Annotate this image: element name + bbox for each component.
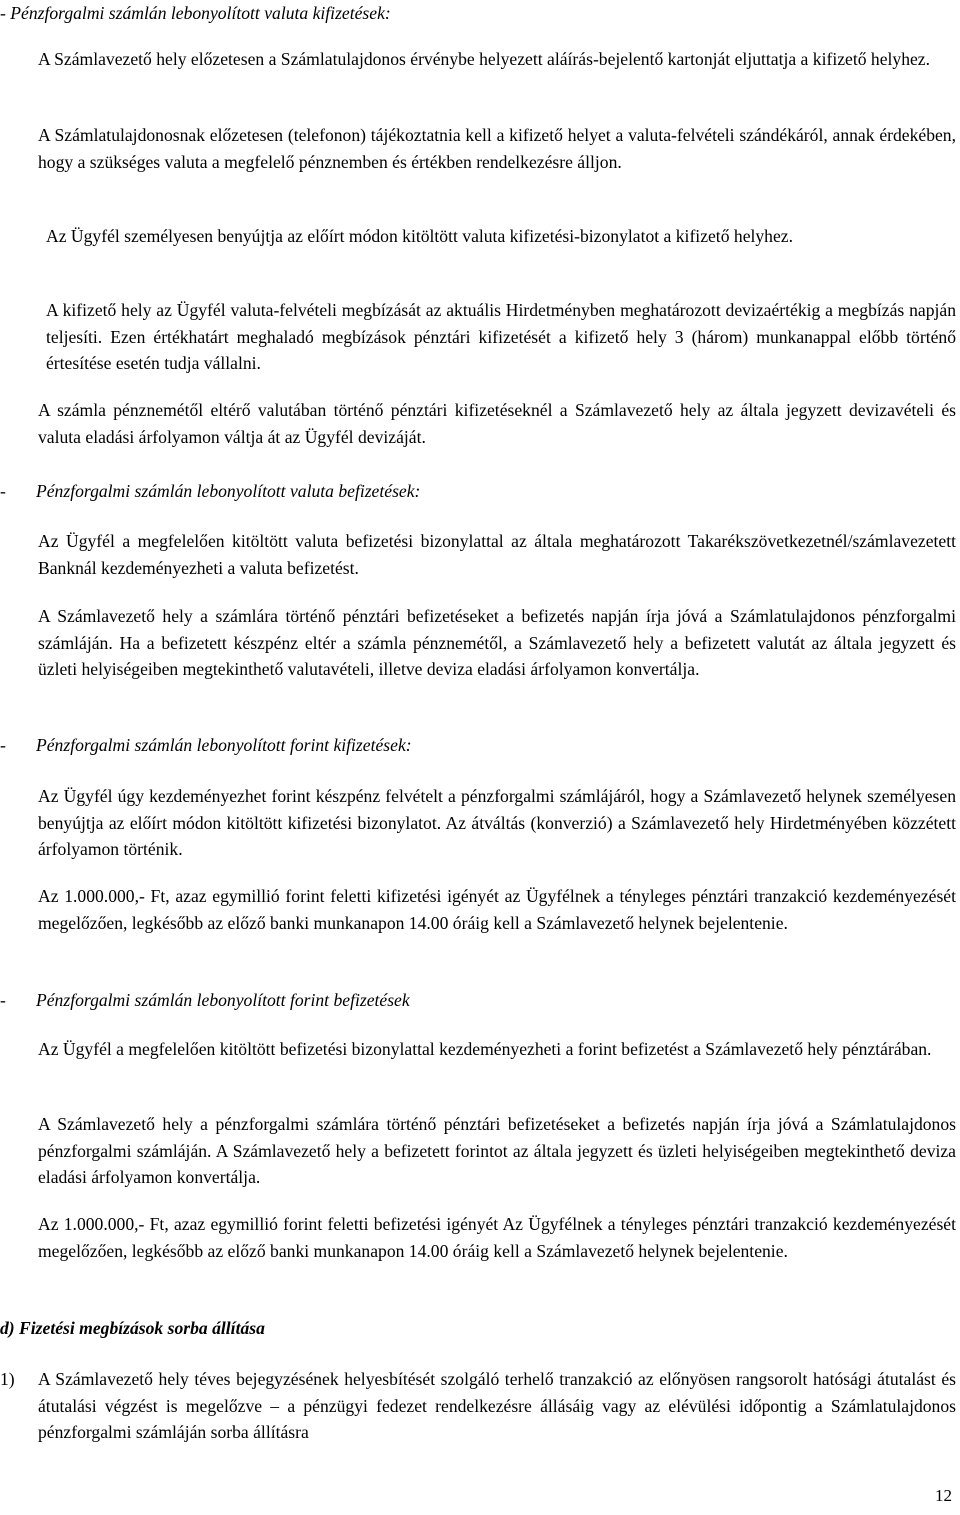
section-heading-forint-befizetes xyxy=(0,987,410,1014)
heading-dash: - xyxy=(0,481,6,501)
paragraph: A számla pénznemétől eltérő valutában történő pénztári kifizetéseknél a Számlavezető hely az általa jegyzett devizavételi és valuta eladási árfolyamon váltja át az Ügyfél devizáját. xyxy=(38,400,956,447)
paragraph: Az Ügyfél a megfelelően kitöltött befizetési bizonylattal kezdeményezheti a forint befizetést a Számlavezető hely pénztárában. xyxy=(38,1039,932,1059)
paragraph: Az 1.000.000,- Ft, azaz egymillió forint feletti kifizetési igényét az Ügyfélnek a tényleges pénztári tranzakció kezdeményezését megelőzően, legkésőbb az előző banki munkanapon 14.00 óráig kell a Számlavezető helynek bejelentenie. xyxy=(38,886,956,933)
paragraph: Az Ügyfél személyesen benyújtja az előírt módon kitöltött valuta kifizetési-bizonylatot a kifizető helyhez. xyxy=(46,226,793,246)
heading-text: Pénzforgalmi számlán lebonyolított forint kifizetések: xyxy=(36,735,412,755)
section-heading-valuta-kifizetes: - Pénzforgalmi számlán lebonyolított valuta kifizetések: xyxy=(0,3,391,23)
section-heading-forint-kifizetes xyxy=(0,732,412,759)
section-heading-valuta-befizetes xyxy=(0,478,420,505)
paragraph: A Számlavezető hely a pénzforgalmi számlára történő pénztári befizetéseket a befizetés napján írja jóvá a Számlatulajdonos pénzforgalmi számláján. A Számlavezető hely a befizetett forintot az általa jegyzett és üzleti helyiségeiben megtekinthető deviza eladási árfolyamon konvertálja. xyxy=(38,1114,956,1187)
section-heading-sorba-allitas: d) Fizetési megbízások sorba állítása xyxy=(0,1318,265,1338)
paragraph: A Számlatulajdonosnak előzetesen (telefonon) tájékoztatnia kell a kifizető helyet a valuta-felvételi szándékáról, annak érdekében, hogy a szükséges valuta a megfelelő pénznemben és értékben rendelkezésre álljon. xyxy=(38,125,956,172)
heading-text: Pénzforgalmi számlán lebonyolított forint befizetések xyxy=(36,990,410,1010)
heading-text: Pénzforgalmi számlán lebonyolított valuta befizetések: xyxy=(36,481,421,501)
paragraph: A Számlavezető hely a számlára történő pénztári befizetéseket a befizetés napján írja jóvá a Számlatulajdonos pénzforgalmi számláján. Ha a befizetett készpénz eltér a számla pénznemétől, a Számlavezető hely a befizetett valutát az általa jegyzett és üzleti helyiségeiben megtekinthető valutavételi, illetve deviza eladási árfolyamon konvertálja. xyxy=(38,606,956,679)
list-item-number: 1) xyxy=(0,1369,15,1389)
paragraph: Az Ügyfél úgy kezdeményezhet forint készpénz felvételt a pénzforgalmi számlájáról, hogy a Számlavezető helynek személyesen benyújtja az előírt módon kitöltött kifizetési bizonylatot. Az átváltás (konverzió) a Számlavezető hely Hirdetményében közzétett árfolyamon történik. xyxy=(38,786,956,859)
paragraph: A Számlavezető hely előzetesen a Számlatulajdonos érvénybe helyezett aláírás-bejelentő kartonját eljuttatja a kifizető helyhez. xyxy=(38,49,931,69)
paragraph: Az 1.000.000,- Ft, azaz egymillió forint feletti befizetési igényét Az Ügyfélnek a tényleges pénztári tranzakció kezdeményezését megelőzően, legkésőbb az előző banki munkanapon 14.00 óráig kell a Számlavezető helynek bejelentenie. xyxy=(38,1214,956,1261)
paragraph: A kifizető hely az Ügyfél valuta-felvételi megbízását az aktuális Hirdetményben meghatározott devizaértékig a megbízás napján teljesíti. Ezen értékhatárt meghaladó megbízások pénztári kifizetését a kifizető hely 3 (három) munkanappal előbb történő értesítése esetén tudja vállalni. xyxy=(46,300,956,373)
heading-dash: - xyxy=(0,735,6,755)
list-item-text: A Számlavezető hely téves bejegyzésének helyesbítését szolgáló terhelő tranzakció az előnyösen rangsorolt hatósági átutalást és átutalási végzést is megelőzve – a pénzügyi fedezet rendelkezésre állásáig vagy az elévülési időpontig a Számlatulajdonos pénzforgalmi számláján sorba állításra xyxy=(38,1369,956,1442)
paragraph: Az Ügyfél a megfelelően kitöltött valuta befizetési bizonylattal az általa meghatározott Takarékszövetkezetnél/számlavezetett Banknál kezdeményezheti a valuta befizetést. xyxy=(38,531,956,578)
page-number: 12 xyxy=(935,1486,952,1505)
heading-dash: - xyxy=(0,990,6,1010)
